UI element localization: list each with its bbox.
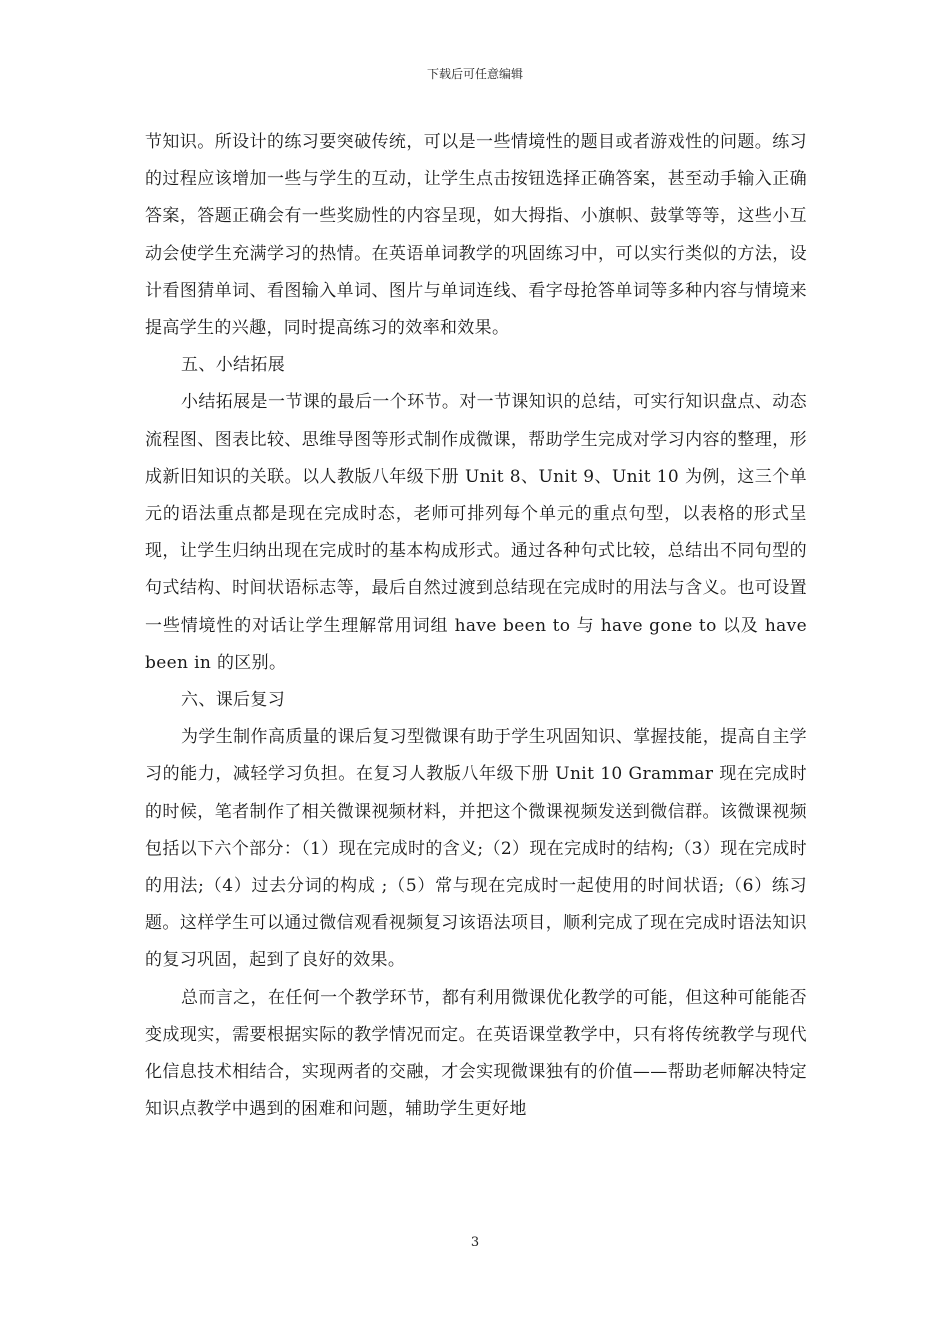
paragraph-conclusion: 总而言之，在任何一个教学环节，都有利用微课优化教学的可能，但这种可能能否变成现实，需要根据实际的教学情况而定。在英语课堂教学中，只有将传统教学与现代化信息技术相结合，实现两者的交融，才会实现微课独有的价值——帮助老师解决特定知识点教学中遇到的困难和问题，辅助学生更好地	[145, 987, 807, 1120]
paragraph-continuation: 节知识。所设计的练习要突破传统，可以是一些情境性的题目或者游戏性的问题。练习的过程应该增加一些与学生的互动，让学生点击按钮选择正确答案，甚至动手输入正确答案，答题正确会有一些奖励性的内容呈现，如大拇指、小旗帜、鼓掌等等，这些小互动会使学生充满学习的热情。在英语单词教学的巩固练习中，可以实行类似的方法，设计看图猜单词、看图输入单词、图片与单词连线、看字母抢答单词等多种内容与情境来提高学生的兴趣，同时提高练习的效率和效果。	[145, 132, 807, 339]
paragraph-after-class-review: 为学生制作高质量的课后复习型微课有助于学生巩固知识、掌握技能，提高自主学习的能力，减轻学习负担。在复习人教版八年级下册 Unit 10 Grammar 现在完成时的时候，笔者制作了相关微课视频材料，并把这个微课视频发送到微信群。该微课视频包括以下六个部分：（1）现在完成时的含义;（2）现在完成时的结构;（3）现在完成时的用法;（4）过去分词的构成 ;（5）常与现在完成时一起使用的时间状语;（6）练习题。这样学生可以通过微信观看视频复习该语法项目，顺利完成了现在完成时语法知识的复习巩固，起到了良好的效果。	[145, 727, 807, 971]
section-heading-summary-extension: 五、小结拓展	[181, 355, 286, 376]
section-heading-after-class-review: 六、课后复习	[181, 690, 286, 711]
page-header: 下载后可任意编辑	[426, 67, 523, 81]
paragraph-summary-extension: 小结拓展是一节课的最后一个环节。对一节课知识的总结，可实行知识盘点、动态流程图、图表比较、思维导图等形式制作成微课，帮助学生完成对学习内容的整理，形成新旧知识的关联。以人教版八年级下册 Unit 8、Unit 9、Unit 10 为例，这三个单元的语法重点都是现在完成时态，老师可排列每个单元的重点句型，以表格的形式呈现，让学生归纳出现在完成时的基本构成形式。通过各种句式比较，总结出不同句型的句式结构、时间状语标志等，最后自然过渡到总结现在完成时的用法与含义。也可设置一些情境性的对话让学生理解常用词组 have been to 与 have gone to 以及 have been in 的区别。	[145, 392, 807, 673]
page-number: 3	[470, 1235, 480, 1250]
document-body	[145, 124, 807, 1128]
